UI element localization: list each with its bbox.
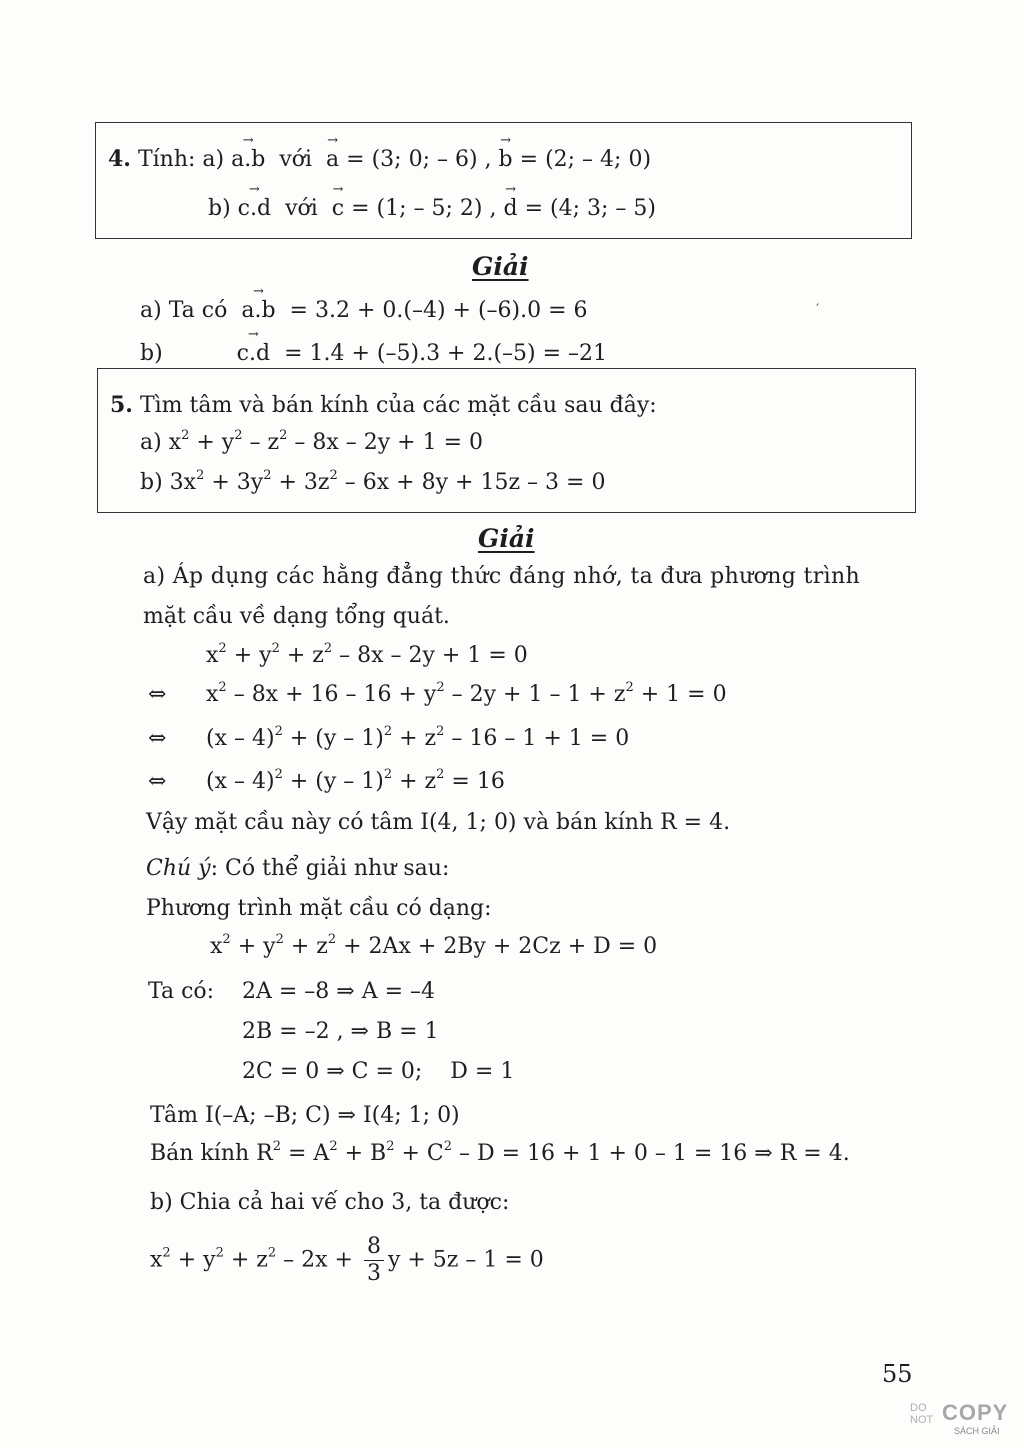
solution-heading: Giải [478,524,535,553]
problem-number: 4. [108,146,131,172]
watermark-logo: DO NOT COPY SÁCH GIẢI [910,1400,1009,1436]
general-form-intro: Phương trình mặt cầu có dạng: [146,896,492,921]
page-number: 55 [882,1360,913,1388]
vector-expression: → a.b [231,149,265,171]
equation-step-1: ⇔ $x^2 - 8x + 16 - 16 + y^2 - 2y + 1 - 1 + z^2 + 1 = 0$ [148,680,727,707]
coefficient-step-3: 2C = 0 ⇒ C = 0; D = 1 [242,1059,515,1084]
problem-4-line-a: 4. Tính: a) → a.b với → a = (3; 0; – 6) , → b = (2; – 4; 0) [108,148,651,171]
solution-heading: Giải [472,252,529,281]
problem-4-line-b: b) → c.d với → c = (1; – 5; 2) , → d = (4; 3; – 5) [208,198,656,220]
solution-4-line-a: a) Ta có → a.b = 3.2 + 0.(–4) + (–6).0 = 6 [140,300,588,322]
vector-expression: → c.d [238,198,271,220]
solution-4-line-b: b) → c.d = 1.4 + (–5).3 + 2.(–5) = –21 [140,343,607,365]
coefficient-step-1: 2A = –8 ⇒ A = –4 [242,979,436,1004]
radius-line: Bán kính $R^2 = A^2 + B^2 + C^2 - D = 16 + 1 + 0 - 1 = 16$ ⇒ R = 4. [150,1139,850,1166]
equation-step-0: $x^2 + y^2 + z^2 - 8x - 2y + 1 = 0$ [206,641,528,668]
equivalence-icon: ⇔ [148,682,167,707]
equivalence-icon: ⇔ [148,769,167,794]
stray-mark: ′ [816,302,820,318]
general-form-equation: $x^2 + y^2 + z^2 + 2Ax + 2By + 2Cz + D = 0$ [210,932,658,959]
part-b-intro: b) Chia cả hai vế cho 3, ta được: [150,1190,510,1215]
equivalence-icon: ⇔ [148,726,167,751]
taco-label: Ta có: [148,979,215,1004]
equation-step-3: ⇔ $(x - 4)^2 + (y - 1)^2 + z^2 = 16$ [148,767,505,794]
solution-5-intro-2: mặt cầu về dạng tổng quát. [143,604,450,629]
problem-5-equation-b: b) $3x^2 + 3y^2 + 3z^2 - 6x + 8y + 15z - 3 = 0$ [140,468,606,495]
coefficient-step-2: 2B = –2 , ⇒ B = 1 [242,1019,439,1044]
problem-5-equation-a: a) $x^2 + y^2 - z^2 - 8x - 2y + 1 = 0$ [140,428,484,455]
part-b-equation: $x^2 + y^2 + z^2 - 2x$ + $\frac{8}{3}$ y + 5z – 1 = 0 [150,1234,544,1286]
center-line: Tâm I(–A; –B; C) ⇒ I(4; 1; 0) [150,1103,460,1128]
fraction: $\frac{8}{3}$ [364,1236,384,1285]
problem-number: 5. [110,392,133,418]
problem-5-title: 5. Tìm tâm và bán kính của các mặt cầu sau đây: [110,392,657,418]
note: Chú ý: Có thể giải như sau: [146,856,450,881]
equation-step-2: ⇔ $(x - 4)^2 + (y - 1)^2 + z^2 - 16 - 1 + 1 = 0$ [148,724,630,751]
conclusion: Vậy mặt cầu này có tâm I(4, 1; 0) và bán kính R = 4. [146,810,731,835]
solution-5-intro-1: a) Áp dụng các hằng đẳng thức đáng nhớ, ta đưa phương trình [143,564,860,589]
